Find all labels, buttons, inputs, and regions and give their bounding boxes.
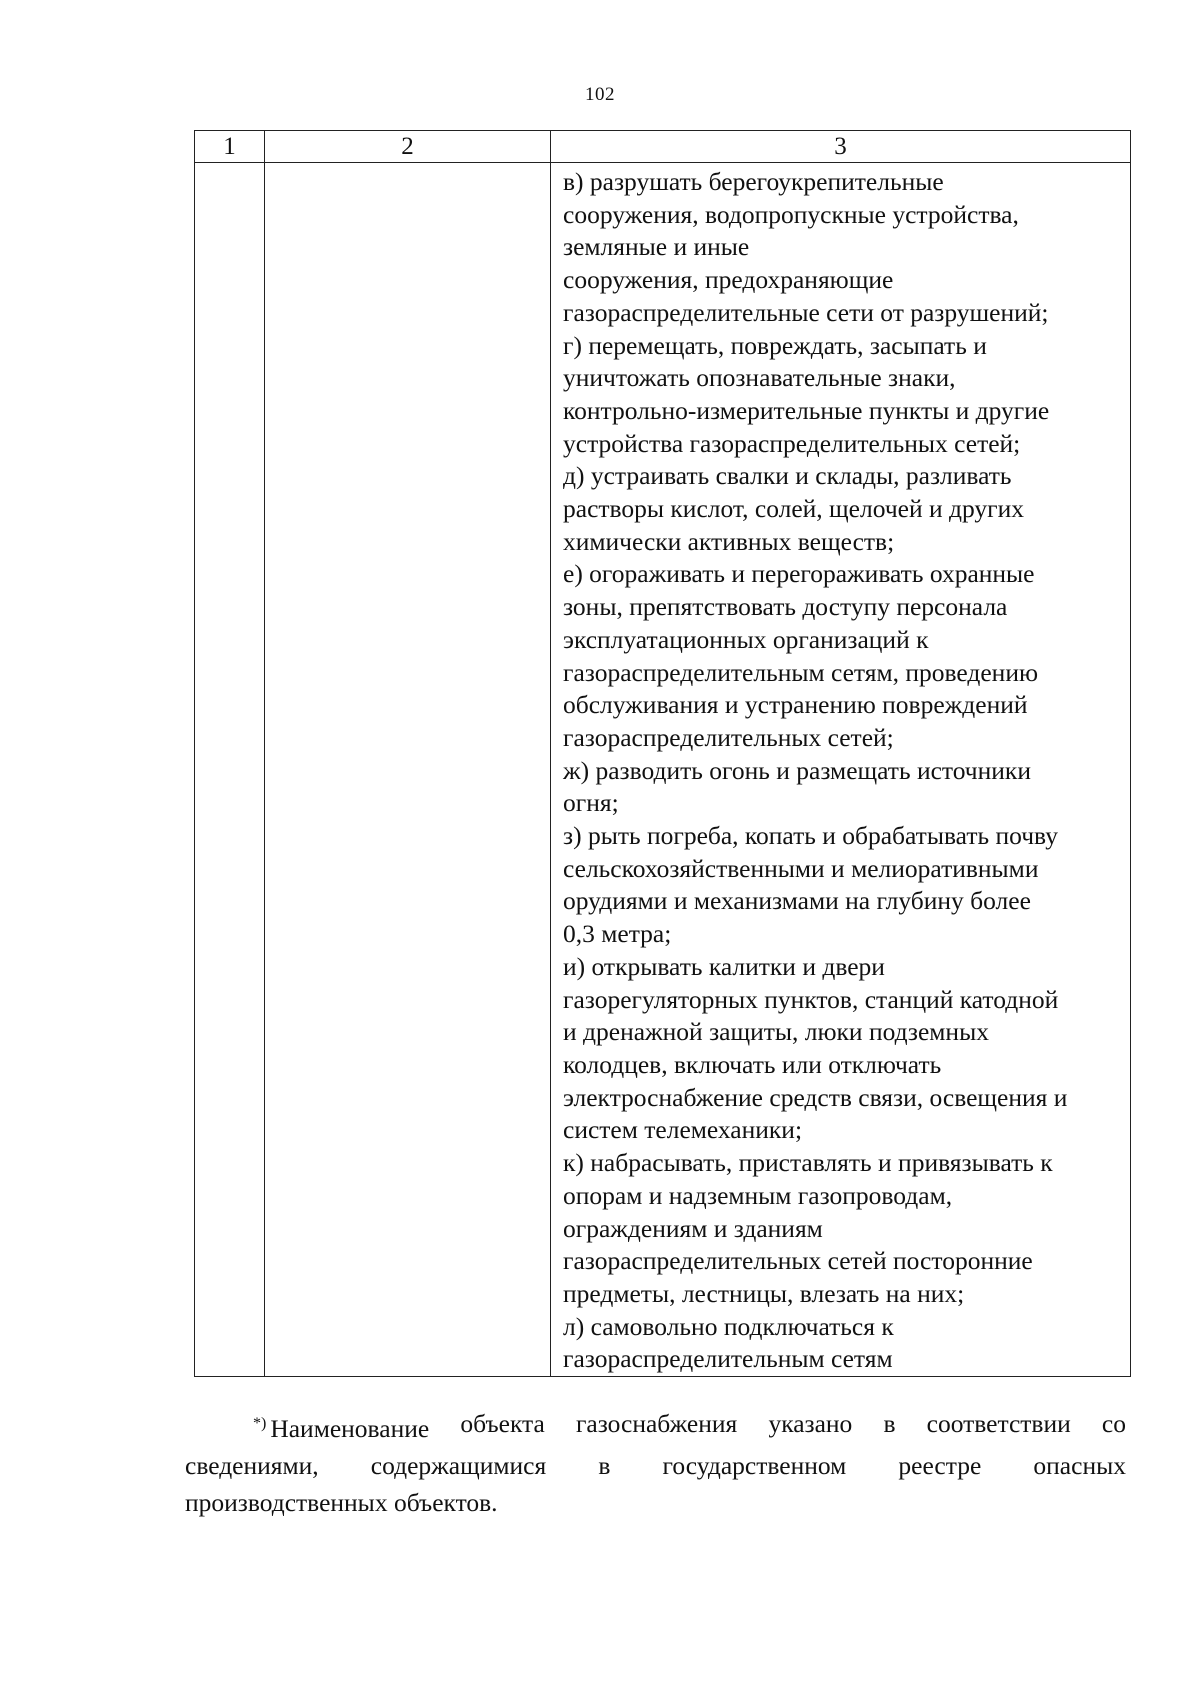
list-item-line: опорам и надземным газопроводам,	[563, 1180, 953, 1210]
footnote-word-text: реестре	[898, 1451, 982, 1480]
list-item-line: в) разрушать берегоукрепительные	[563, 167, 944, 196]
list-item-line: и) открывать калитки и двери	[563, 951, 885, 981]
prohibitions-list	[551, 163, 1130, 1376]
footnote-word-text: сведениями,	[185, 1451, 319, 1480]
footnote-word-text: со	[1101, 1409, 1126, 1438]
footnote-word-text: указано	[768, 1409, 853, 1438]
footnote-word	[576, 1405, 737, 1447]
list-item-line: эксплуатационных организаций к	[563, 624, 929, 654]
footnote-word-text: газоснабжения	[575, 1409, 738, 1438]
column-header-3: 3	[551, 131, 1131, 163]
footnote-word	[927, 1405, 1071, 1447]
table-header-row	[195, 131, 1131, 163]
list-item-line: г) перемещать, повреждать, засыпать и	[563, 330, 987, 360]
list-item-line: к) набрасывать, приставлять и привязывать к	[563, 1148, 1053, 1178]
footnote-word	[598, 1447, 610, 1484]
document-table	[194, 130, 1131, 1377]
footnote-line-1	[185, 1405, 1126, 1447]
list-item-line: 0,3 метра;	[563, 919, 672, 949]
list-item-line: систем телемеханики;	[563, 1115, 803, 1145]
list-item-line: огня;	[563, 788, 619, 818]
list-item-line: ж) разводить огонь и размещать источники	[563, 755, 1031, 785]
list-item-line: земляные и иные	[563, 232, 750, 262]
column-header-2: 2	[265, 131, 551, 163]
table-cell-col2	[265, 163, 551, 1377]
footnote-word	[253, 1405, 429, 1447]
list-item-line: зоны, препятствовать доступу персонала	[563, 592, 1008, 622]
footnote-line-2	[185, 1447, 1126, 1484]
list-item-line: газораспределительным сетям	[563, 1344, 893, 1374]
list-item-line: и дренажной защиты, люки подземных	[563, 1017, 989, 1047]
footnote-word	[1102, 1405, 1126, 1447]
list-item-line: орудиями и механизмами на глубину более	[563, 886, 1031, 916]
list-item-line: электроснабжение средств связи, освещения и	[563, 1082, 1068, 1112]
list-item-line: сооружения, водопропускные устройства,	[563, 199, 1019, 229]
table-row	[195, 163, 1131, 1377]
list-item-line: л) самовольно подключаться к	[563, 1311, 894, 1341]
list-item-line: д) устраивать свалки и склады, разливать	[563, 461, 1012, 491]
footnote	[185, 1405, 1126, 1521]
footnote-word-text: в	[598, 1451, 611, 1480]
footnote-word-text: содержащимися	[370, 1451, 547, 1480]
list-item-line: газорегуляторных пунктов, станций катодной	[563, 984, 1059, 1014]
list-item-line: растворы кислот, солей, щелочей и других	[563, 494, 1024, 524]
footnote-word-text: Наименование	[270, 1414, 430, 1443]
table-cell-col3	[551, 163, 1131, 1377]
list-item-line: колодцев, включать или отключать	[563, 1049, 942, 1079]
footnote-word	[768, 1405, 852, 1447]
footnote-line-3: производственных объектов.	[185, 1488, 498, 1517]
footnote-word-text: опасных	[1033, 1451, 1126, 1480]
list-item-line: газораспределительных сетей посторонние	[563, 1246, 1033, 1276]
list-item-line: химически активных веществ;	[563, 526, 895, 556]
list-item-line: устройства газораспределительных сетей;	[563, 428, 1021, 458]
footnote-word	[185, 1447, 319, 1484]
footnote-word	[1033, 1447, 1126, 1484]
footnote-word	[460, 1405, 544, 1447]
list-item-line: предметы, лестницы, влезать на них;	[563, 1278, 965, 1308]
list-item-line: контрольно-измерительные пункты и другие	[563, 395, 1050, 425]
list-item-line: сооружения, предохраняющие	[563, 265, 894, 295]
list-item-line: газораспределительным сетям, проведению	[563, 657, 1039, 687]
list-item-line: уничтожать опознавательные знаки,	[563, 363, 956, 393]
list-item-line: газораспределительные сети от разрушений;	[563, 297, 1049, 327]
list-item-line: газораспределительных сетей;	[563, 722, 894, 752]
table-cell-col1	[195, 163, 265, 1377]
footnote-word	[371, 1447, 546, 1484]
footnote-mark: *)	[253, 1415, 267, 1432]
footnote-word	[898, 1447, 981, 1484]
footnote-word	[883, 1405, 895, 1447]
footnote-word-text: в	[883, 1409, 896, 1438]
footnote-word-text: государственном	[662, 1451, 847, 1480]
list-item-line: з) рыть погреба, копать и обрабатывать почву	[563, 821, 1058, 851]
footnote-word	[663, 1447, 847, 1484]
list-item-line: ограждениям и зданиям	[563, 1213, 823, 1243]
list-item-line: обслуживания и устранению повреждений	[563, 690, 1028, 720]
list-item-line: сельскохозяйственными и мелиоративными	[563, 853, 1039, 883]
footnote-word-text: соответствии	[926, 1409, 1071, 1438]
footnote-word-text: объекта	[460, 1409, 545, 1438]
column-header-1: 1	[195, 131, 265, 163]
list-item-line: е) огораживать и перегораживать охранные	[563, 559, 1035, 589]
page-number: 102	[585, 84, 615, 105]
